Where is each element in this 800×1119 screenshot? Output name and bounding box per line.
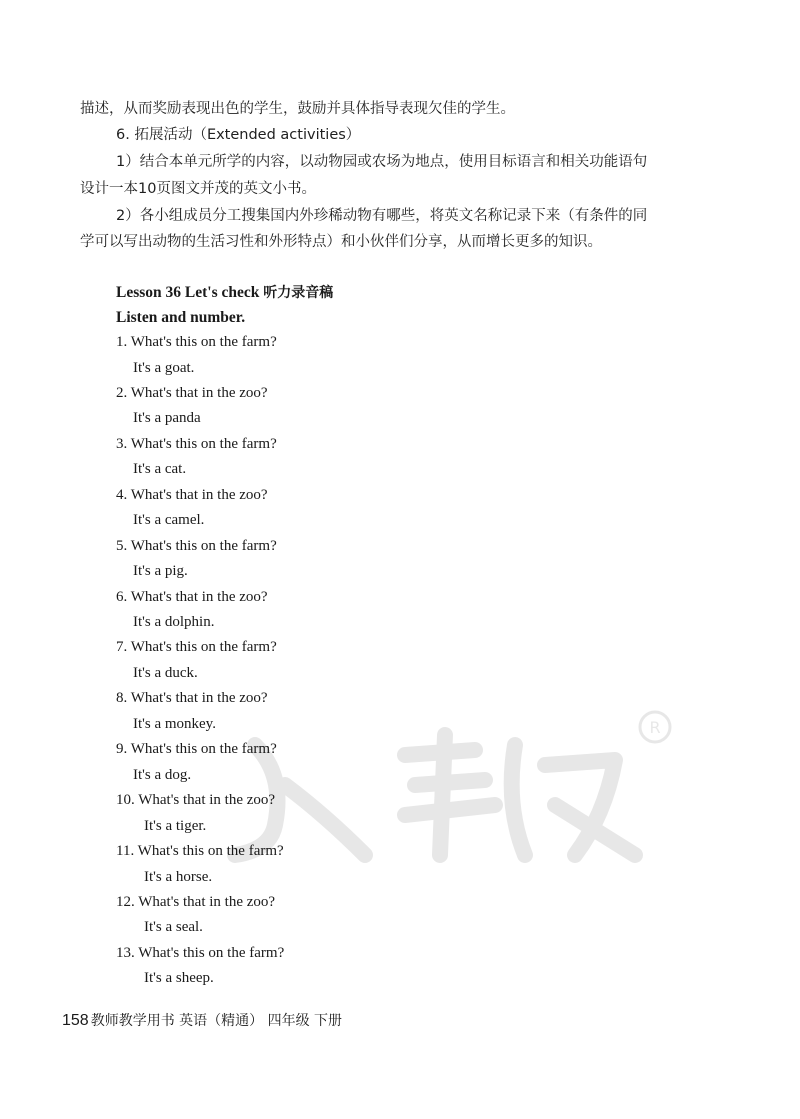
answer-line: It's a seal. xyxy=(144,919,203,936)
answer-line: It's a cat. xyxy=(133,461,187,478)
question-line: 4. What's that in the zoo? xyxy=(116,486,268,503)
answer-line: It's a tiger. xyxy=(144,817,207,834)
answer-line: It's a goat. xyxy=(133,359,195,376)
lesson-title xyxy=(116,283,333,303)
question-line: 5. What's this on the farm? xyxy=(116,537,277,554)
question-line: 8. What's that in the zoo? xyxy=(116,690,268,707)
answer-line: It's a dog. xyxy=(133,766,192,783)
answer-line: It's a panda xyxy=(133,410,201,427)
question-line: 1. What's this on the farm? xyxy=(116,334,277,350)
publisher-logo-watermark-icon xyxy=(215,705,685,870)
intro-line-1: 描述，从而奖励表现出色的学生，鼓励并具体指导表现欠佳的学生。 xyxy=(80,101,515,117)
page-number: 158 xyxy=(62,1012,89,1029)
lesson-title-en: Lesson 36 Let's check xyxy=(116,284,260,301)
question-line: 9. What's this on the farm? xyxy=(116,741,277,758)
question-line: 6. What's that in the zoo? xyxy=(116,588,268,605)
question-line: 12. What's that in the zoo? xyxy=(116,893,276,910)
intro-line-4: 设计一本10页图文并茂的英文小书。 xyxy=(80,181,316,197)
section-heading-extended-activities: 6. 拓展活动（Extended activities） xyxy=(116,127,361,143)
book-title: 教师教学用书 英语（精通） 四年级 下册 xyxy=(90,1013,343,1029)
answer-line: It's a horse. xyxy=(144,868,213,885)
answer-line: It's a pig. xyxy=(133,563,188,580)
lesson-title-cn: 听力录音稿 xyxy=(263,285,334,301)
question-line: 11. What's this on the farm? xyxy=(116,843,284,859)
question-line: 13. What's this on the farm? xyxy=(116,944,285,961)
answer-line: It's a dolphin. xyxy=(133,614,215,630)
page-footer xyxy=(62,1011,342,1031)
intro-line-5: 2）各小组成员分工搜集国内外珍稀动物有哪些，将英文名称记录下来（有条件的同 xyxy=(116,208,648,224)
answer-line: It's a duck. xyxy=(133,664,198,681)
answer-line: It's a monkey. xyxy=(133,715,216,732)
question-line: 2. What's that in the zoo? xyxy=(116,384,268,401)
svg-text:R: R xyxy=(649,718,661,737)
question-line: 10. What's that in the zoo? xyxy=(116,792,276,809)
lesson-subtitle: Listen and number. xyxy=(116,309,246,326)
question-line: 7. What's this on the farm? xyxy=(116,639,277,656)
answer-line: It's a sheep. xyxy=(144,970,214,987)
answer-line: It's a camel. xyxy=(133,512,205,529)
question-line: 3. What's this on the farm? xyxy=(116,435,277,452)
intro-line-6: 学可以写出动物的生活习性和外形特点）和小伙伴们分享，从而增长更多的知识。 xyxy=(80,234,602,250)
intro-line-3: 1）结合本单元所学的内容，以动物园或农场为地点，使用目标语言和相关功能语句 xyxy=(116,154,648,170)
